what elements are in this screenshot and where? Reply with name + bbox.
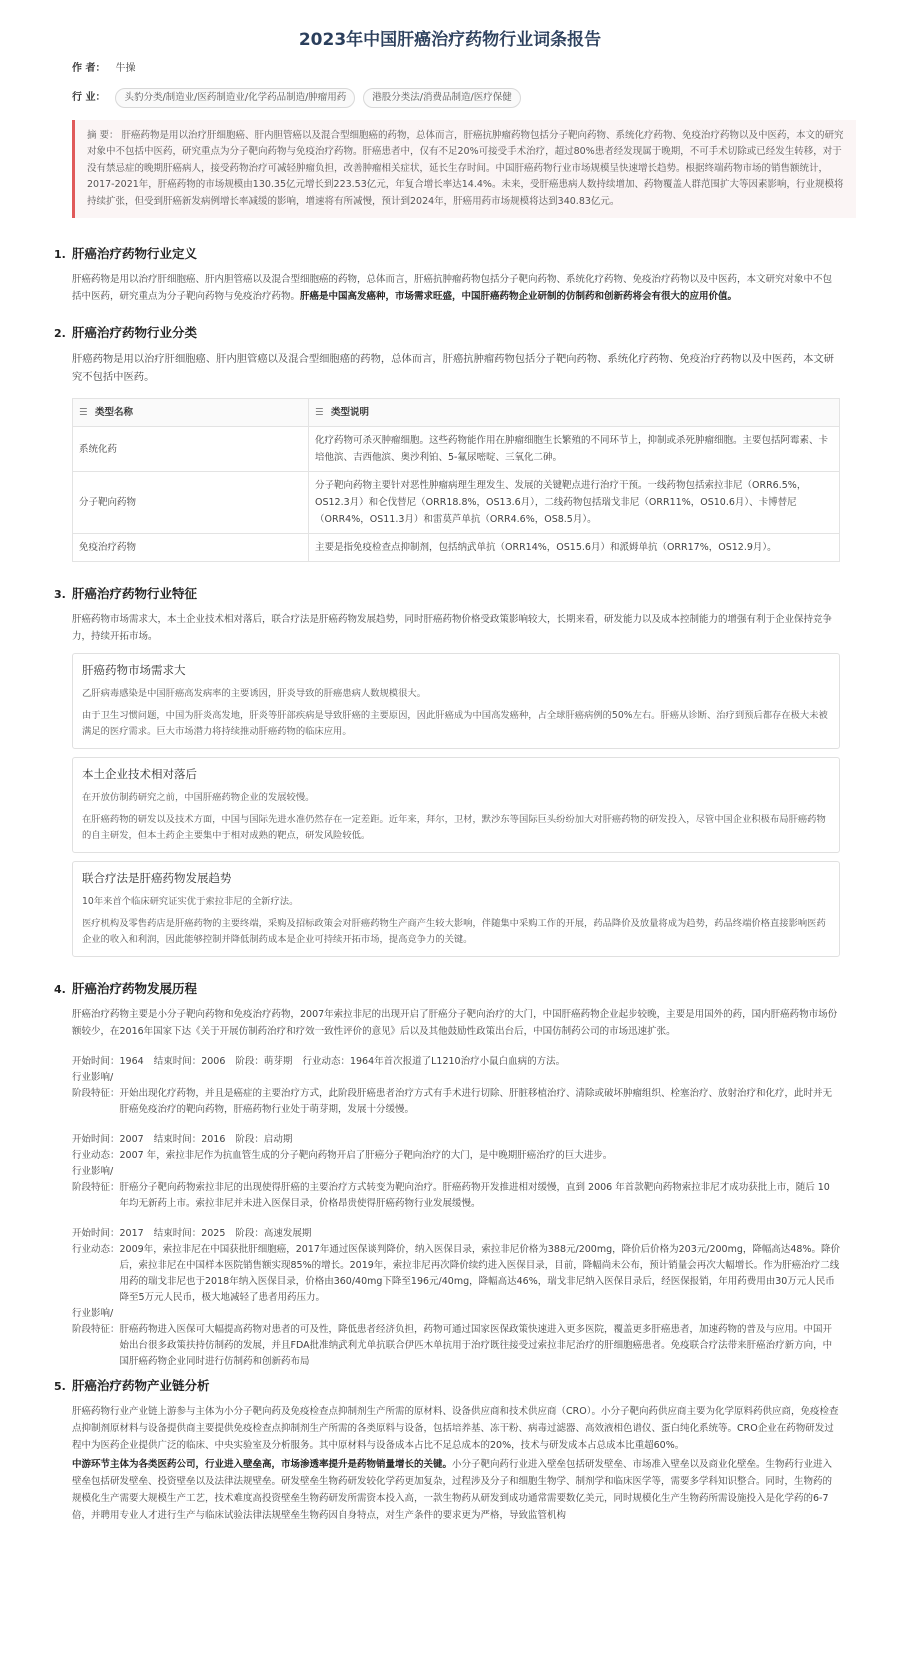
feature-label: 阶段特征： [72, 1088, 120, 1099]
feature-card-summary: 在开放仿制药研究之前，中国肝癌药物企业的发展较慢。 [82, 792, 315, 803]
feature-card-title: 联合疗法是肝癌药物发展趋势 [82, 871, 232, 885]
section-title: 肝癌治疗药物行业特征 [72, 586, 198, 601]
end-value: 2016 [201, 1134, 226, 1145]
start-value: 1964 [119, 1056, 144, 1067]
header-label: 类型名称 [95, 407, 134, 418]
section-text: 肝癌药物是用以治疗肝细胞癌、肝内胆管癌以及混合型细胞癌的药物，总体而言，肝癌抗肿瘤药物包括分子靶向药物、系统化疗药物、免疫治疗药物以及中医药，本文研究不包括中医药。 [72, 353, 834, 383]
section-number: 1. [54, 248, 66, 261]
end-value: 2006 [201, 1056, 226, 1067]
section-number: 3. [54, 588, 66, 601]
industry-row [72, 88, 900, 108]
start-label: 开始时间： [72, 1134, 120, 1145]
section-text: 肝癌药物市场需求大，本土企业技术相对落后，联合疗法是肝癌药物发展趋势，同时肝癌药物价格受政策影响较大，长期来看，研发能力以及成本控制能力的增强有利于企业保持竞争力，持续开拓市场。 [72, 614, 833, 642]
industry-tag[interactable]: 头豹分类/制造业/医药制造业/化学药品制造/肿瘤用药 [115, 88, 355, 108]
end-label: 结束时间： [153, 1228, 202, 1239]
dynamic-label: 行业动态： [72, 1150, 120, 1161]
section-title: 肝癌治疗药物发展历程 [72, 981, 198, 996]
type-desc: 主要是指免疫检查点抑制剂，包括纳武单抗（ORR14%，OS15.6月）和派姆单抗（ORR17%，OS12.9月）。 [309, 534, 840, 562]
start-label: 开始时间： [72, 1228, 120, 1239]
section-title: 肝癌治疗药物产业链分析 [72, 1378, 210, 1393]
feature-value: 肝癌分子靶向药物索拉非尼的出现使得肝癌的主要治疗方式转变为靶向治疗。肝癌药物开发推进相对缓慢，直到 2006 年首款靶向药物索拉非尼才成功获批上市，随后 10 年均无新药上市。索拉非尼并未进入医保目录，价格昂贵使得肝癌药物行业发展缓慢。 [119, 1182, 830, 1209]
section-text: 肝癌药物行业产业链上游参与主体为小分子靶向药及免疫检查点抑制剂生产所需的原材料、设备供应商和技术供应商（CRO）。小分子靶向药供应商主要为化学原料药供应商，免疫检查点抑制剂原材料与设备提供商主要提供免疫检查点抑制剂生产所需的各类原料与设备，包括培养基、冻干粉、病毒过滤器、高效液相色谱仪、蛋白纯化系统等。CRO企业在药物研发过程中为医药企业提供广泛的临床、中央实验室及分析服务。其中原材料与设备成本占比不足总成本的20%，技术与研发成本占总成本比重超60%。 [72, 1406, 839, 1451]
start-value: 2017 [119, 1228, 144, 1239]
phase-value: 萌芽期 [263, 1056, 293, 1067]
section-text-midstream [72, 1456, 840, 1524]
feature-card [72, 757, 840, 853]
midstream-bold-text: 中游环节主体为各类医药公司，行业进入壁垒高，市场渗透率提升是药物销量增长的关键。 [72, 1459, 453, 1470]
section-features [54, 584, 840, 957]
feature-card-title: 本土企业技术相对落后 [82, 767, 197, 781]
feature-label: 阶段特征： [72, 1182, 120, 1193]
phase-value: 启动期 [263, 1134, 293, 1145]
start-value: 2007 [119, 1134, 144, 1145]
section-title: 肝癌治疗药物行业定义 [72, 246, 198, 261]
dynamic-value: 2009年，索拉非尼在中国获批肝细胞癌，2017年通过医保谈判降价，纳入医保目录，索拉非尼价格为388元/200mg，降价后价格为203元/200mg，降幅高达48%。降价后，索拉非尼在中国样本医院销售额实现85%的增长。2019年，索拉非尼再次降价续约进入医保目录，目前，降幅尚未公布，预计销量会再次大幅增长。作为肝癌治疗二线用药的瑞戈非尼也于2018年纳入医保目录，价格由360/40mg下降至196元/40mg，降幅高达46%，瑞戈非尼纳入医保目录后，经医保报销，年用药费用由30万元人民币降至5万元人民币，极大地减轻了患者用药压力。 [119, 1244, 840, 1303]
history-stage [72, 1226, 840, 1370]
section-title: 肝癌治疗药物行业分类 [72, 325, 198, 340]
column-menu-icon: ☰ [315, 407, 324, 418]
feature-card [72, 861, 840, 957]
feature-card-detail: 医疗机构及零售药店是肝癌药物的主要终端，采购及招标政策会对肝癌药物生产商产生较大影响，伴随集中采购工作的开展，药品降价及放量将成为趋势，药品终端价格直接影响医药企业的收入和利润，因此能够控制并降低制药成本是企业可持续开拓市场，提高竞争力的关键。 [82, 918, 826, 945]
author-label: 作 者： [72, 63, 106, 74]
column-menu-icon: ☰ [79, 407, 88, 418]
midstream-text: 小分子靶向药行业进入壁垒包括研发壁垒、市场准入壁垒以及商业化壁垒。生物药行业进入壁垒包括研发壁垒、投资壁垒以及法律法规壁垒。研发壁垒生物药研发较化学药更加复杂，过程涉及分子和细胞生物学、制剂学和临床医学等，需要多学科知识整合。同时，生物药的规模化生产需要大规模生产工艺，技术难度高投资壁垒生物药研发所需资本投入高，一款生物药从研发到成功通常需要数亿美元，同时规模化生产生物药所需设施投入是化学药的6-7倍，并聘用专业人才进行生产与临床试验法律法规壁垒生物药因自身特点，对生产条件的要求更为严格，导致监管机构 [72, 1459, 833, 1521]
feature-card-detail: 在肝癌药物的研发以及技术方面，中国与国际先进水准仍然存在一定差距。近年来，拜尔，卫材，默沙东等国际巨头纷纷加大对肝癌药物的研发投入，尽管中国企业积极布局肝癌药物的自主研发，但本土药企主要集中于相对成熟的靶点，研发风险较低。 [82, 814, 826, 841]
type-desc: 分子靶向药物主要针对恶性肿瘤病理生理发生、发展的关键靶点进行治疗干预。一线药物包括索拉非尼（ORR6.5%，OS12.3月）和仑伐替尼（ORR18.8%，OS13.6月），二线药物包括瑞戈非尼（ORR11%，OS10.6月）、卡博替尼（ORR4%，OS11.3月）和雷莫芦单抗（ORR4.6%，OS8.5月）。 [309, 472, 840, 534]
section-text [72, 271, 840, 305]
feature-label: 阶段特征： [72, 1324, 120, 1335]
abstract-box: 摘 要： 肝癌药物是用以治疗肝细胞癌、肝内胆管癌以及混合型细胞癌的药物，总体而言，肝癌抗肿瘤药物包括分子靶向药物、系统化疗药物、免疫治疗药物以及中医药，本文的研究对象中不包括中医药，研究重点为分子靶向药物与免疫治疗药物。肝癌患者中，仅有不足20%可接受手术治疗，超过80%患者经发现属于晚期，不可手术切除或已经发生转移，对于没有禁忌症的晚期肝癌病人，接受药物治疗可减轻肿瘤负担，改善肿瘤相关症状，延长生存时间。中国肝癌药物行业市场规模呈快速增长趋势。根据终端药物市场的销售额统计，2017-2021年，肝癌药物的市场规模由130.35亿元增长到223.53亿元，年复合增长率达14.4%。未来，受肝癌患病人数持续增加、药物覆盖人群范围扩大等因素影响，行业规模将持续扩张，但受到肝癌新发病例增长率减缓的影响，增速将有所减慢，预计到2024年，肝癌用药市场规模将达到340.83亿元。 [72, 120, 856, 219]
phase-label: 阶段： [235, 1134, 264, 1145]
history-stage [72, 1132, 840, 1212]
feature-value: 开始出现化疗药物，并且是癌症的主要治疗方式，此阶段肝癌患者治疗方式有手术进行切除、肝脏移植治疗、清除或破坏肿瘤组织、栓塞治疗、放射治疗和化疗，此时并无肝癌免疫治疗的靶向药物，肝癌药物行业处于萌芽期，发展十分缓慢。 [119, 1088, 833, 1115]
type-name: 免疫治疗药物 [73, 534, 309, 562]
dynamic-value: 2007 年，索拉非尼作为抗血管生成的分子靶向药物开启了肝癌分子靶向治疗的大门，是中晚期肝癌治疗的巨大进步。 [119, 1150, 613, 1161]
end-label: 结束时间： [153, 1134, 202, 1145]
impact-label: 行业影响/ [72, 1308, 114, 1319]
dynamic-value: 1964年首次报道了L1210治疗小鼠白血病的方法。 [349, 1056, 566, 1067]
section-number: 2. [54, 327, 66, 340]
section-text: 肝癌治疗药物主要是小分子靶向药物和免疫治疗药物，2007年索拉非尼的出现开启了肝癌分子靶向治疗的大门，中国肝癌药物企业起步较晚，主要是用国外的药，国内肝癌药物市场份额较少，在2016年国家下达《关于开展仿制药治疗和疗效一致性评价的意见》后以及其他鼓励性政策出台后，中国仿制药公司的市场迅速扩张。 [72, 1009, 838, 1037]
table-header[interactable] [309, 399, 840, 427]
section-classification [54, 323, 840, 562]
feature-card-detail: 由于卫生习惯问题，中国为肝炎高发地，肝炎等肝部疾病是导致肝癌的主要原因，因此肝癌成为中国高发癌种，占全球肝癌病例的50%左右。肝癌从诊断、治疗到预后都存在极大未被满足的医疗需求。巨大市场潜力将持续推动肝癌药物的临床应用。 [82, 710, 828, 737]
table-header[interactable] [73, 399, 309, 427]
impact-label: 行业影响/ [72, 1166, 114, 1177]
definition-text: 肝癌药物是用以治疗肝细胞癌、肝内胆管癌以及混合型细胞癌的药物，总体而言，肝癌抗肿瘤药物包括分子靶向药物、系统化疗药物、免疫治疗药物以及中医药，本文研究对象中不包括中医药，研究重点为分子靶向药物与免疫治疗药物。 [72, 274, 833, 302]
author-row [72, 60, 900, 78]
feature-card-title: 肝癌药物市场需求大 [82, 663, 186, 677]
feature-card-summary: 乙肝病毒感染是中国肝癌高发病率的主要诱因，肝炎导致的肝癌患病人数规模很大。 [82, 688, 426, 699]
section-definition [54, 244, 840, 305]
author-name: 牛操 [115, 63, 136, 74]
feature-card-summary: 10年来首个临床研究证实优于索拉非尼的全新疗法。 [82, 896, 299, 907]
table-row [73, 427, 840, 472]
impact-label: 行业影响/ [72, 1072, 114, 1083]
start-label: 开始时间： [72, 1056, 120, 1067]
industry-label: 行 业： [72, 91, 106, 103]
table-row [73, 472, 840, 534]
dynamic-label: 行业动态： [302, 1056, 350, 1067]
type-desc: 化疗药物可杀灭肿瘤细胞。这些药物能作用在肿瘤细胞生长繁殖的不同环节上，抑制或杀死肿瘤细胞。主要包括阿霉素、卡培他滨、吉西他滨、奥沙利铂、5-氟尿嘧啶、三氧化二砷。 [309, 427, 840, 472]
type-name: 系统化药 [73, 427, 309, 472]
report-title: 2023年中国肝癌治疗药物行业词条报告 [298, 30, 602, 50]
section-industry-chain [54, 1376, 840, 1524]
feature-value: 肝癌药物进入医保可大幅提高药物对患者的可及性，降低患者经济负担，药物可通过国家医保政策快速进入更多医院，覆盖更多肝癌患者，加速药物的普及与应用。中国开始出台很多政策扶持仿制药的发展，并且FDA批准纳武利尤单抗联合伊匹木单抗用于治疗既往接受过索拉非尼治疗的肝细胞癌患者。免疫联合疗法带来肝癌治疗新方向，中国肝癌药物企业同时进行仿制药和创新药布局 [119, 1324, 833, 1367]
section-number: 5. [54, 1380, 66, 1393]
feature-card [72, 653, 840, 749]
classification-table [72, 398, 840, 562]
history-stage [72, 1054, 840, 1118]
end-value: 2025 [201, 1228, 226, 1239]
definition-bold-text: 肝癌是中国高发癌种，市场需求旺盛，中国肝癌药物企业研制的仿制药和创新药将会有很大的应用价值。 [300, 291, 738, 302]
industry-tag[interactable]: 港股分类法/消费品制造/医疗保健 [363, 88, 520, 108]
header-label: 类型说明 [331, 407, 370, 418]
phase-label: 阶段： [235, 1228, 264, 1239]
phase-label: 阶段： [235, 1056, 264, 1067]
dynamic-label: 行业动态： [72, 1244, 120, 1255]
table-row [73, 534, 840, 562]
phase-value: 高速发展期 [263, 1228, 312, 1239]
section-history [54, 979, 840, 1370]
type-name: 分子靶向药物 [73, 472, 309, 534]
end-label: 结束时间： [153, 1056, 202, 1067]
section-number: 4. [54, 983, 66, 996]
